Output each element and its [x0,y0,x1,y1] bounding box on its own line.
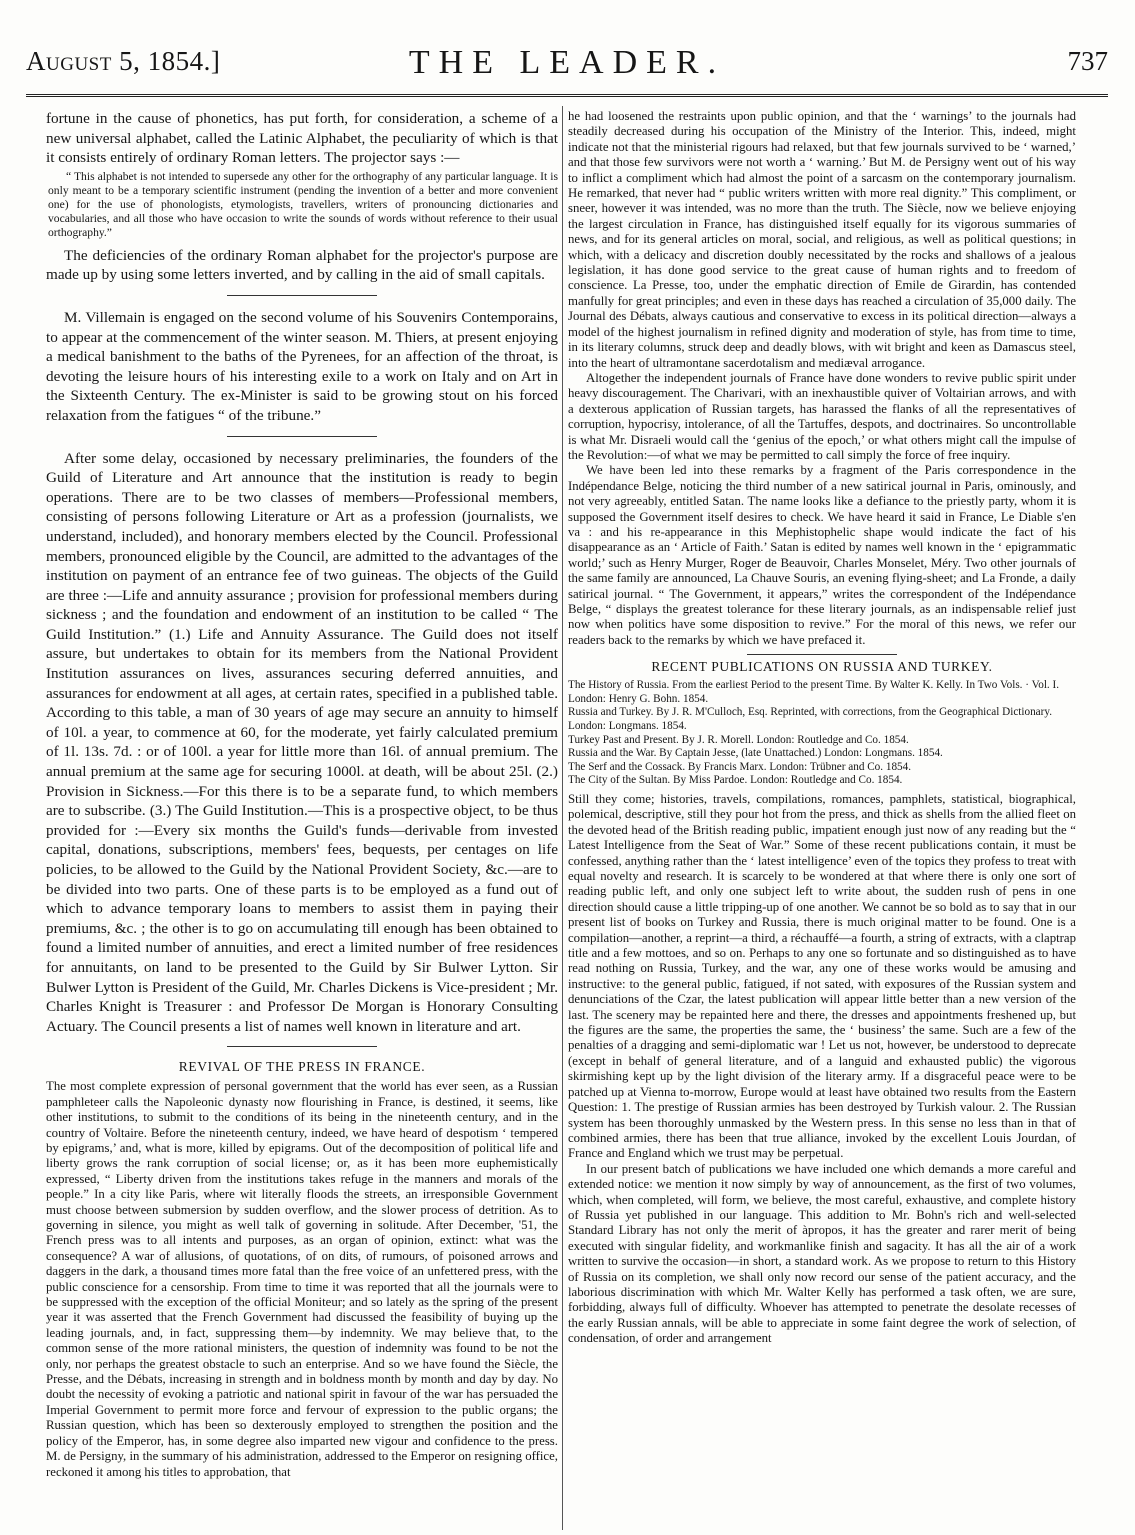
still-they-come-paragraph: Still they come; histories, travels, compilations, romances, pamphlets, statistical, biographical, polemical, descriptive, still they pour hot from the press, and thick as shells from the allied fleet on the devoted head of the British reading public, impatient enough just now of any reading but the “ Latest Intelligence from the Seat of War.” Some of these recent publications contain, it must be confessed, anything rather than the ‘ latest intelligence’ even of the topics they profess to treat with equal novelty and research. It is scarcely to be wondered at that where there is only one sort of reading public left, and only one subject left to write about, the sudden rush of pens in one direction should cause a little tripping-up of one another. We cannot be so bold as to say that in our present list of books on Turkey and Russia, there is much original matter to be found. One is a compilation—another, a reprint—a third, a réchauffé—a fourth, a string of extracts, with a claptrap title and a few mottoes, and so on. Perhaps to any one so fortunate and so distinguished as to have read nothing on Russia, Turkey, and the war, any one of these works would be amusing and instructive: to the general public, fatigued, if not sated, with exposures of the Russian system and denunciations of the Czar, the latest publication will appear little better than a new version of the last. The scenery may be repainted here and there, the dresses and appointments freshened up, but the figures are the same, the properties the same, the ‘ business’ the same. Such are a few of the penalties of a dragging and semi-diplomatic war ! Let us not, however, be understood to deprecate (except in behalf of general literature, and of a languid and exhausted public) the vigorous skirmishing kept up by the light division of the literary army. If a disgraceful peace were to be patched up at Vienna to-morrow, Europe would at least have obtained two results from the Eastern Question: 1. The prestige of Russian armies has been destroyed by Turkish valour. 2. The Russian system has been thoroughly unmasked by the Western press. In this sense no less than in that of combined armies, there has been that true alliance, invoked by the excellent Louis Jourdan, of France and England which we trust may be perpetual. [568,791,1076,1161]
newspaper-title: THE LEADER. [408,44,726,81]
section-separator [747,654,897,655]
right-column [568,109,1076,1529]
satan-paragraph: We have been led into these remarks by a fragment of the Paris correspondence in the Indépendance Belge, noticing the third number of a new satirical journal in Paris, ominously, and not very agreeably, entitled Satan. The name looks like a defiance to the priestly party, whom it is supposed the Government itself desires to check. We have heard it said in France, Le Diable s'en va : and his re-appearance in this Mephistophelic shape would indicate the fact of his disappearance as an ‘ Article of Faith.’ Satan is edited by names well known in the ‘ epigrammatic world;’ such as Henry Murger, Roger de Beauvoir, Charles Monselet, Méry. Two other journals of the same family are announced, La Chauve Souris, an evening flying-sheet; and La Fronde, a daily satirical journal. “ The Government, it appears,” writes the correspondent of the Indépendance Belge, “ displays the greatest tolerance for these literary journals, as an indispensable relief just now when politics have some disposition to revive.” For the moral of this news, we refer our readers back to the remarks by which we have prefaced it. [568,463,1076,647]
phonetics-paragraph: fortune in the cause of phonetics, has put forth, for consideration, a scheme of a new universal alphabet, called the Latinic Alphabet, the peculiarity of which is that it consists entirely of ordinary Roman letters. The projector says :— [46,110,558,167]
book-list [568,679,1076,788]
book-list-item: Russia and Turkey. By J. R. M'Culloch, Esq. Reprinted, with corrections, from the Geographical Dictionary. London: Longmans. 1854. [568,706,1053,732]
book-list-item: Russia and the War. By Captain Jesse, (late Unattached.) London: Longmans. 1854. [568,747,943,760]
column-divider [562,106,563,1530]
publications-heading: RECENT PUBLICATIONS ON RUSSIA AND TURKEY. [651,659,993,675]
page-number: 737 [1067,46,1108,76]
masthead-rule [26,94,1108,97]
book-list-item: Turkey Past and Present. By J. R. Morell. London: Routledge and Co. 1854. [568,733,909,746]
issue-date: August 5, 1854.] [26,46,221,76]
book-list-item: The City of the Sultan. By Miss Pardoe. London: Routledge and Co. 1854. [568,774,903,787]
masthead [26,44,1108,90]
section-separator [227,1046,377,1047]
press-continued-paragraph: he had loosened the restraints upon public opinion, and that the ‘ warnings’ to the journals had steadily decreased during his occupation of the Ministry of the Interior. This, indeed, might indicate not that the ministerial rigours had relaxed, but that few journals survived to be ‘ warned,’ and that those few survivors were not worth a ‘ warning.’ But M. de Persigny went out of his way to inflict a compliment which had almost the point of a sarcasm on the contemporary journalism. He remarked, that never had “ public writers written with more real dignity.” This compliment, or sneer, however it was intended, was no more than the truth. The Siècle, now we believe enjoying the largest circulation in France, has distinguished itself equally for its vigorous summaries of news, and for its general articles on moral, social, and religious, as well as political questions; in which, with a delicacy and discretion doubly necessitated by the rocks and shallows of a jealous legislation, it has done good service to the great cause of human rights and to freedom of conscience. La Presse, too, under the emphatic direction of Emile de Girardin, has contended manfully for great principles; and even in these days has reached a circulation of 35,000 daily. The Journal des Débats, always cautious and conservative to excess in its political direction—always a model of the highest journalism in refined dignity and moderation of style, has from time to time, in its literary columns, struck deep and deadly blows, with wit bright and keen as Damascus steel, into the heart of ultramontane sacerdotalism and mediæval arrogance. [568,109,1076,370]
batch-paragraph: In our present batch of publications we have included one which demands a more careful and extended notice: we mention it now simply by way of announcement, as the first of two volumes, which, when completed, will form, we believe, the most careful, exhaustive, and complete history of Russia yet published in our language. This addition to Mr. Bohn's rich and well-selected Standard Library has not only the merit of àpropos, it has the greater and rarer merit of being executed with singular fidelity, and workmanlike finish and sagacity. It has all the air of a work written to survive the occasion—in short, a standard work. As we propose to return to this History of Russia on its completion, we shall only now record our sense of the patient accuracy, and the laborious discrimination with which Mr. Walter Kelly has performed a task often, we are sure, forbidding, always full of difficulty. Whoever has attempted to penetrate the desolate recesses of the early Russian annals, will be able to appreciate in some faint degree the work of selection, of condensation, of order and arrangement [568,1161,1076,1346]
deficiencies-paragraph: The deficiencies of the ordinary Roman alphabet for the projector's purpose are made up by using some letters inverted, and by calling in the aid of small capitals. [46,246,558,284]
independent-journals-paragraph: Altogether the independent journals of France have done wonders to revive public spirit under heavy discouragement. The Charivari, with an inexhaustible quiver of Voltairian arrows, and with a dexterous application of Russian targets, has harassed the flanks of all the representatives of corruption, hypocrisy, intolerance, of all the Tartuffes, despots, and doctrinaires. So uncontrollable is what Mr. Disraeli would call the ‘genius of the epoch,’ or what others might call the impulse of the Revolution:—of what we may be permitted to call simply the force of free inquiry. [568,370,1076,462]
section-separator [227,436,377,437]
book-list-item: The Serf and the Cossack. By Francis Marx. London: Trübner and Co. 1854. [568,760,912,773]
book-list-item: The History of Russia. From the earliest Period to the present Time. By Walter K. Kelly. In Two Vols. · Vol. I. London: Henry G. Bohn. 1854. [568,679,1060,705]
left-column [46,109,558,1529]
guild-paragraph: After some delay, occasioned by necessary preliminaries, the founders of the Guild of Literature and Art announce that the institution is ready to begin operations. There are to be two classes of members—Professional members, consisting of persons following Literature or Art as a profession (journalists, we understand, included), and honorary members elected by the Council. Professional members, pronounced eligible by the Council, are admitted to the advantages of the institution on payment of an entrance fee of two guineas. The objects of the Guild are three :—Life and annuity assurance ; provision for professional members during sickness ; and the foundation and endowment of an institution to be called “ The Guild Institution.” (1.) Life and Annuity Assurance. The Guild does not itself assure, but undertakes to obtain for its members from the National Provident Institution assurances on lives, assurances securing deferred annuities, and assurances for endowment at all ages, at certain rates, specified in a published table. According to this table, a man of 30 years of age may secure an annuity to himself of 10l. a year, to commence at 60, for the moderate, yet fairly calculated premium of 1l. 13s. 7d. : or of 100l. a year for little more than 16l. of annual premium. The annual premium at the same age for securing 1000l. at death, will be about 25l. (2.) Provision in Sickness.—For this there is to be a separate fund, to which members are to subscribe. (3.) The Guild Institution.—This is a prospective object, to be thus provided for :—Every six months the Guild's funds—derivable from invested capital, donations, subscriptions, members' fees, bequests, per centages on life policies, to be allowed to the Guild by the National Provident Society, &c.—are to be divided into two parts. One of these parts is to be employed as a fund out of which to advance temporary loans to members to assist them in paying their premiums, &c. ; the other is to go on accumulating till enough has been obtained to found a limited number of annuities, and erect a limited number of free residences for annuitants, on land to be presented to the Guild by Sir Bulwer Lytton. Sir Bulwer Lytton is President of the Guild, Mr. Charles Dickens is Vice-president ; Mr. Charles Knight is Treasurer : and Professor De Morgan is Honorary Consulting Actuary. The Council presents a list of names well known in literature and art. [46,449,558,1035]
section-separator [227,295,377,296]
press-heading: REVIVAL OF THE PRESS IN FRANCE. [178,1059,426,1075]
villemain-paragraph: M. Villemain is engaged on the second volume of his Souvenirs Contemporains, to appear at the commencement of the winter season. M. Thiers, at present enjoying a medical banishment to the baths of the Pyrenees, for an affection of the throat, is devoting the leisure hours of his interesting exile to a work on Italy and on Art in the Sixteenth Century. The ex-Minister is said to be growing stout on his forced relaxation from the fatigues “ of the tribune.” [46,308,558,424]
press-paragraph: The most complete expression of personal government that the world has ever seen, as a Russian pamphleteer calls the Napoleonic dynasty now flourishing in France, is destined, it seems, like other institutions, to submit to the conditions of its being in the nineteenth century, and in the country of Voltaire. Before the nineteenth century, indeed, we have heard of despotism ‘ tempered by epigrams,’ and, what is more, killed by epigrams. Out of the decomposition of political life and liberty grows the rank corruption of social license; or, as it has been more euphemistically expressed, “ Liberty driven from the institutions takes refuge in the manners and morals of the people.” In a city like Paris, where wit literally floods the streets, an irresponsible Government must choose between submersion by sudden overflow, and the slower process of detrition. As to governing in silence, you might as well talk of governing in solitude. After December, '51, the French press was to all intents and purposes, as an organ of opinion, extinct: what was the consequence? A war of allusions, of quotations, of on dits, of rumours, of poisoned arrows and daggers in the dark, a thousand times more fatal than the free voice of an unfettered press, with the public conscience for a censorship. From time to time it was reported that all the journals were to be suppressed with the exception of the official Moniteur; and so lately as the spring of the present year it was asserted that the French Government had discussed the feasibility of buying up the leading journals, and, in fact, suppressing them—by indemnity. We may believe that, to the common sense of the more rational ministers, the question of indemnity was found to be not the only, nor perhaps the greatest obstacle to such an enterprise. And so we have found the Siècle, the Presse, and the Débats, increasing in strength and in boldness month by month and day by day. No doubt the necessity of evoking a patriotic and national spirit in favour of the war has persuaded the Imperial Government to permit more force and fervour of expression to the public organs; the Russian question, which has been so dexterously employed to strengthen the position and the policy of the Emperor, has, in some degree also imparted new vigour and confidence to the press. M. de Persigny, in the summary of his administration, addressed to the Emperor on resigning office, reckoned it among his titles to approbation, that [46,1079,558,1479]
phonetics-quote: “ This alphabet is not intended to supersede any other for the orthography of any particular language. It is only meant to be a temporary scientific instrument (pending the invention of a better and more convenient one) for the use of phonologists, etymologists, travellers, writers of pronouncing dictionaries and vocabularies, and all those who have occasion to write the sounds of words without reference to their usual orthography.” [48,169,558,239]
